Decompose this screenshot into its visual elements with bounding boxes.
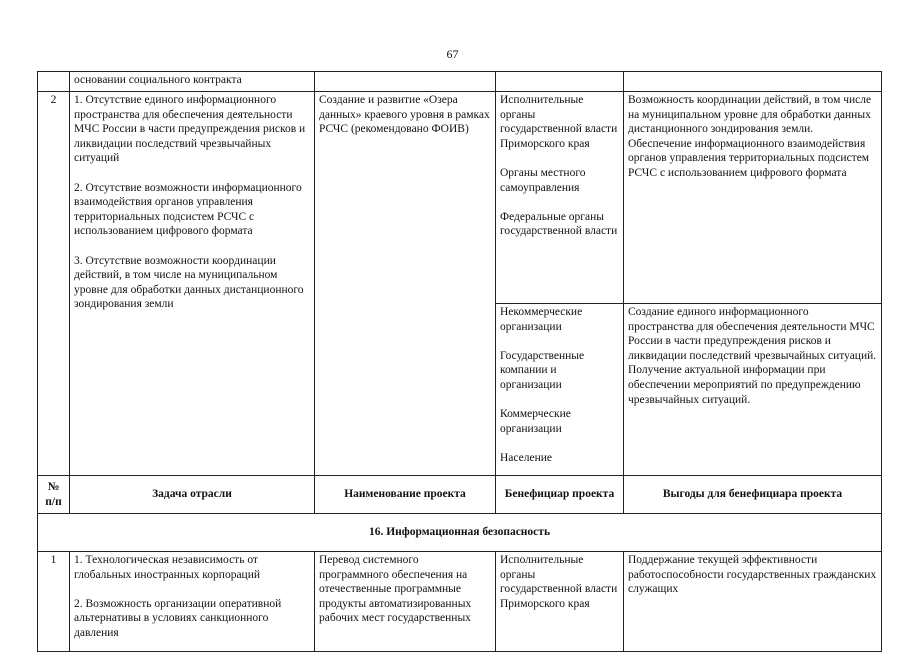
- page-number: 67: [446, 47, 459, 61]
- benefit-cell-a: Возможность координации действий, в том числе на муниципальном уровне для обработки данных дистанционного зондирования земли. Обеспечение информационного взаимодействия органов управления территориальных подсистем РСЧС с использованием цифрового формата: [624, 92, 882, 304]
- beneficiary-cell-b: [496, 304, 624, 476]
- cell-beneficiary: [496, 72, 624, 92]
- task-item-2: 2. Возможность организации оперативной альтернативы в условиях санкционного давления: [74, 597, 282, 639]
- row-number: 1: [38, 552, 70, 652]
- header-num: № п/п: [38, 476, 70, 514]
- cell-benefit: [624, 72, 882, 92]
- beneficiary-cell: Исполнительные органы государственной власти Приморского края: [496, 552, 624, 652]
- cell-project: [315, 72, 496, 92]
- header-task: Задача отрасли: [70, 476, 315, 514]
- task-item-1: 1. Отсутствие единого информационного пространства для обеспечения деятельности МЧС России в части предупреждения рисков и ликвидации последствий чрезвычайных ситуаций: [74, 94, 306, 165]
- cell-task-tail: основании социального контракта: [70, 72, 315, 92]
- section-title: 16. Информационная безопасность: [38, 514, 882, 552]
- beneficiary-item: Коммерческие организации: [500, 408, 571, 435]
- table-row-1: [38, 552, 882, 652]
- benefit-cell-b: Создание единого информационного пространства для обеспечения деятельности МЧС России в части предупреждения рисков и ликвидации последствий чрезвычайных ситуаций. Получение актуальной информации при обеспечении мероприятий по предупреждению чрезвычайных ситуаций.: [624, 304, 882, 476]
- beneficiary-cell-a: [496, 92, 624, 304]
- continuation-row: [38, 72, 882, 92]
- task-item-2: 2. Отсутствие возможности информационного взаимодействия органов управления территориальных подсистем РСЧС с использованием цифрового формата: [74, 181, 302, 238]
- cell-num: [38, 72, 70, 92]
- task-cell: [70, 552, 315, 652]
- project-cell: Создание и развитие «Озера данных» краевого уровня в рамках РСЧС (рекомендовано ФОИВ): [315, 92, 496, 476]
- beneficiary-item: Государственные компании и организации: [500, 349, 585, 391]
- table-header-row: [38, 476, 882, 514]
- project-table: [37, 71, 882, 652]
- project-cell: Перевод системного программного обеспечения на отечественные программные продукты автоматизированных рабочих мест государственных: [315, 552, 496, 652]
- task-cell: [70, 92, 315, 476]
- header-beneficiary: Бенефициар проекта: [496, 476, 624, 514]
- row-number: 2: [38, 92, 70, 476]
- beneficiary-item: Население: [500, 451, 553, 464]
- table-row-2a: [38, 92, 882, 304]
- beneficiary-item: Органы местного самоуправления: [500, 166, 586, 194]
- header-benefit: Выгоды для бенефициара проекта: [624, 476, 882, 514]
- beneficiary-item: Некоммерческие организации: [500, 306, 583, 333]
- task-item-1: 1. Технологическая независимость от глобальных иностранных корпораций: [74, 554, 261, 581]
- beneficiary-item: Федеральные органы государственной власти: [500, 210, 618, 238]
- task-item-3: 3. Отсутствие возможности координации действий, в том числе на муниципальном уровне для обработки данных дистанционного зондирования земли: [74, 254, 304, 311]
- beneficiary-item: Исполнительные органы государственной власти Приморского края: [500, 94, 618, 150]
- section-row: [38, 514, 882, 552]
- header-project: Наименование проекта: [315, 476, 496, 514]
- benefit-cell: Поддержание текущей эффективности работоспособности государственных гражданских служащих: [624, 552, 882, 652]
